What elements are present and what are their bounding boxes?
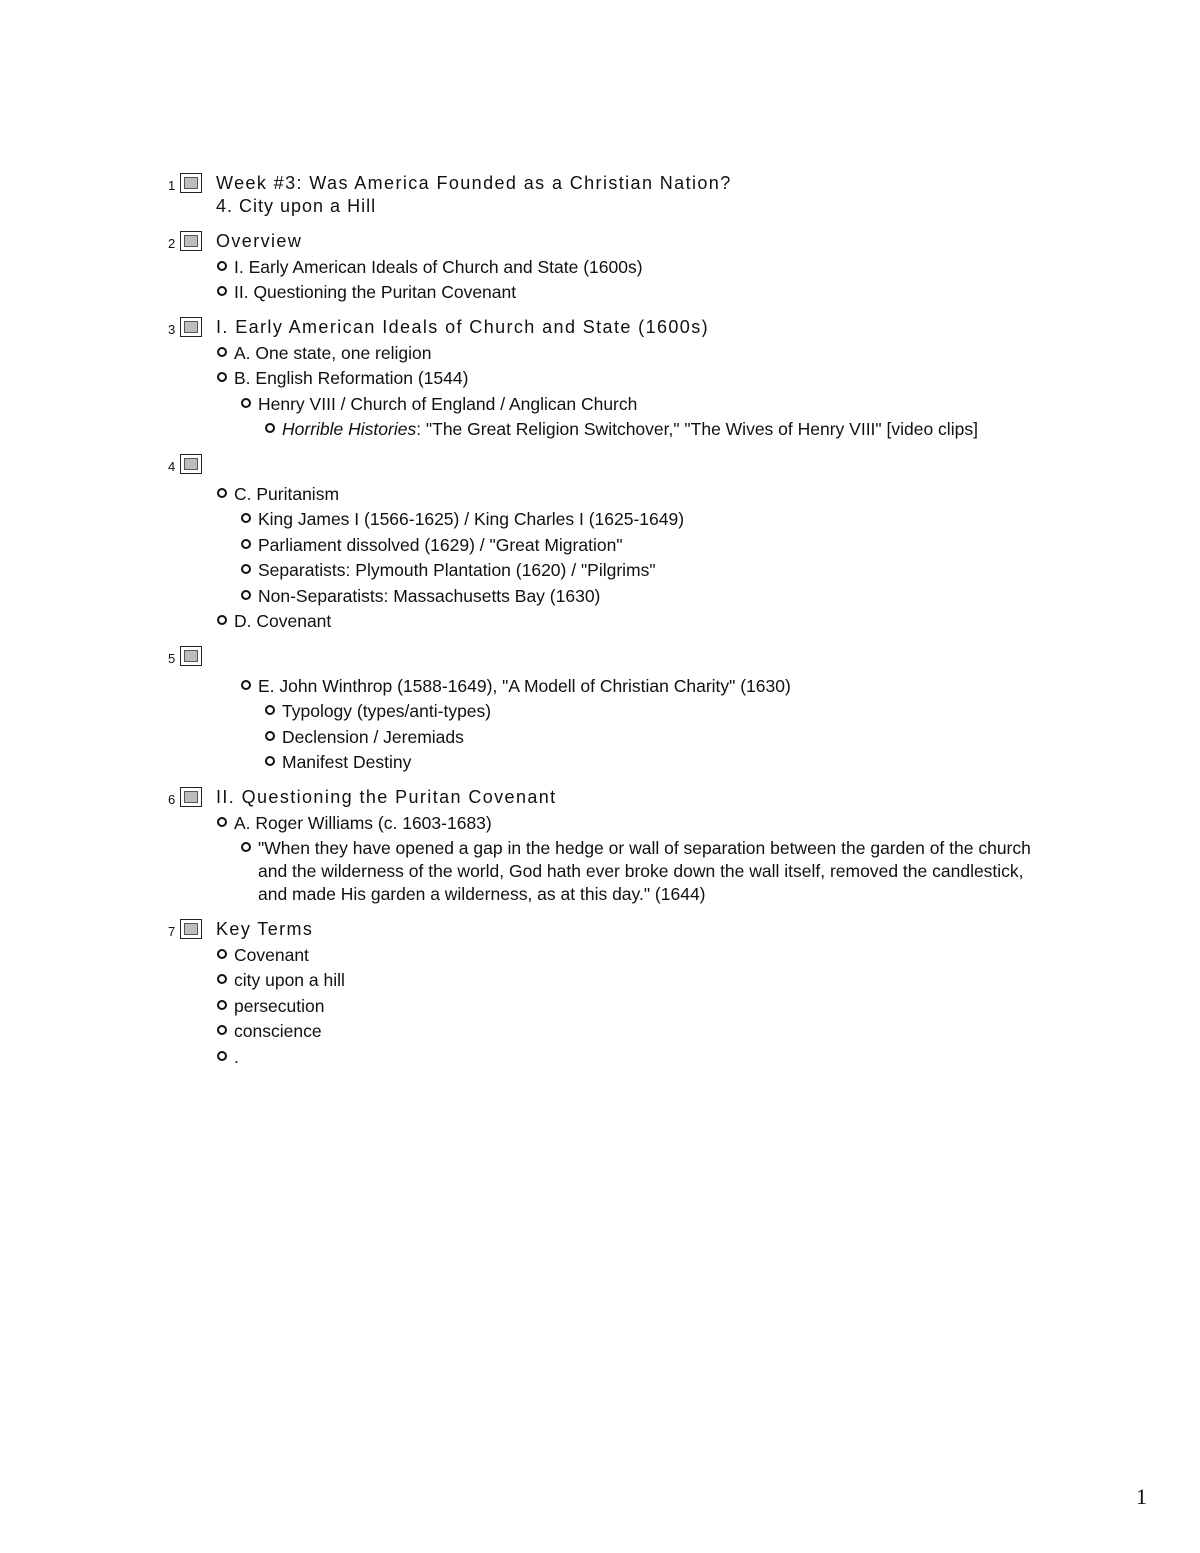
bullet-item: E. John Winthrop (1588-1649), "A Modell of Christian Charity" (1630) bbox=[240, 675, 1048, 698]
bullet-item: C. Puritanism bbox=[216, 483, 1048, 506]
bullet-item: Manifest Destiny bbox=[264, 751, 1048, 774]
slide-5 bbox=[168, 645, 1048, 774]
bullet-item: . bbox=[216, 1046, 1048, 1069]
bullet-item-quote: "When they have opened a gap in the hedge or wall of separation between the garden of the church and the wilderness of the world, God hath ever broke down the wall itself, removed the candlestick, and made His garden a wilderness, as at this day." (1644) bbox=[240, 837, 1048, 906]
slide-thumbnail-icon[interactable] bbox=[180, 173, 202, 193]
slide-number: 2 bbox=[168, 236, 176, 251]
bullet-item: conscience bbox=[216, 1020, 1048, 1043]
bullet-item: II. Questioning the Puritan Covenant bbox=[216, 281, 1048, 304]
bullet-item: Covenant bbox=[216, 944, 1048, 967]
slide-number: 6 bbox=[168, 792, 176, 807]
slide-number: 5 bbox=[168, 651, 176, 666]
slide-1 bbox=[168, 172, 1048, 218]
slide-title: Week #3: Was America Founded as a Christian Nation? bbox=[216, 173, 732, 193]
slide-number: 3 bbox=[168, 322, 176, 337]
slide-title: II. Questioning the Puritan Covenant bbox=[216, 787, 557, 807]
slide-title: Key Terms bbox=[216, 919, 314, 939]
slide-7 bbox=[168, 918, 1048, 1069]
bullet-item: Declension / Jeremiads bbox=[264, 726, 1048, 749]
slide-thumbnail-icon[interactable] bbox=[180, 646, 202, 666]
bullet-item: B. English Reformation (1544) bbox=[216, 367, 1048, 390]
bullet-item: A. One state, one religion bbox=[216, 342, 1048, 365]
slide-number: 1 bbox=[168, 178, 176, 193]
bullet-item: Typology (types/anti-types) bbox=[264, 700, 1048, 723]
bullet-item-horrible-histories bbox=[264, 418, 1048, 441]
slide-subtitle: 4. City upon a Hill bbox=[216, 196, 377, 216]
slide-title: I. Early American Ideals of Church and State (1600s) bbox=[216, 317, 710, 337]
slide-2 bbox=[168, 230, 1048, 304]
bullet-item: D. Covenant bbox=[216, 610, 1048, 633]
bullet-item: Separatists: Plymouth Plantation (1620) / "Pilgrims" bbox=[240, 559, 1048, 582]
slide-thumbnail-icon[interactable] bbox=[180, 919, 202, 939]
slide-thumbnail-icon[interactable] bbox=[180, 454, 202, 474]
slide-4 bbox=[168, 453, 1048, 633]
slide-thumbnail-icon[interactable] bbox=[180, 231, 202, 251]
horrible-histories-title: Horrible Histories bbox=[282, 419, 417, 439]
outline bbox=[168, 172, 1048, 1081]
horrible-histories-text: : "The Great Religion Switchover," "The Wives of Henry VIII" [video clips] bbox=[416, 419, 978, 439]
bullet-item: Henry VIII / Church of England / Anglican Church bbox=[240, 393, 1048, 416]
slide-3 bbox=[168, 316, 1048, 441]
slide-title bbox=[216, 453, 1048, 476]
bullet-item: I. Early American Ideals of Church and State (1600s) bbox=[216, 256, 1048, 279]
slide-title bbox=[216, 645, 1048, 668]
slide-thumbnail-icon[interactable] bbox=[180, 317, 202, 337]
bullet-item: A. Roger Williams (c. 1603-1683) bbox=[216, 812, 1048, 835]
page-number: 1 bbox=[1136, 1484, 1147, 1509]
slide-number: 7 bbox=[168, 924, 176, 939]
bullet-item: persecution bbox=[216, 995, 1048, 1018]
slide-title: Overview bbox=[216, 231, 303, 251]
slide-thumbnail-icon[interactable] bbox=[180, 787, 202, 807]
bullet-item: King James I (1566-1625) / King Charles I (1625-1649) bbox=[240, 508, 1048, 531]
slide-number: 4 bbox=[168, 459, 176, 474]
slide-6 bbox=[168, 786, 1048, 906]
bullet-item: Non-Separatists: Massachusetts Bay (1630) bbox=[240, 585, 1048, 608]
bullet-item: Parliament dissolved (1629) / "Great Migration" bbox=[240, 534, 1048, 557]
bullet-item: city upon a hill bbox=[216, 969, 1048, 992]
